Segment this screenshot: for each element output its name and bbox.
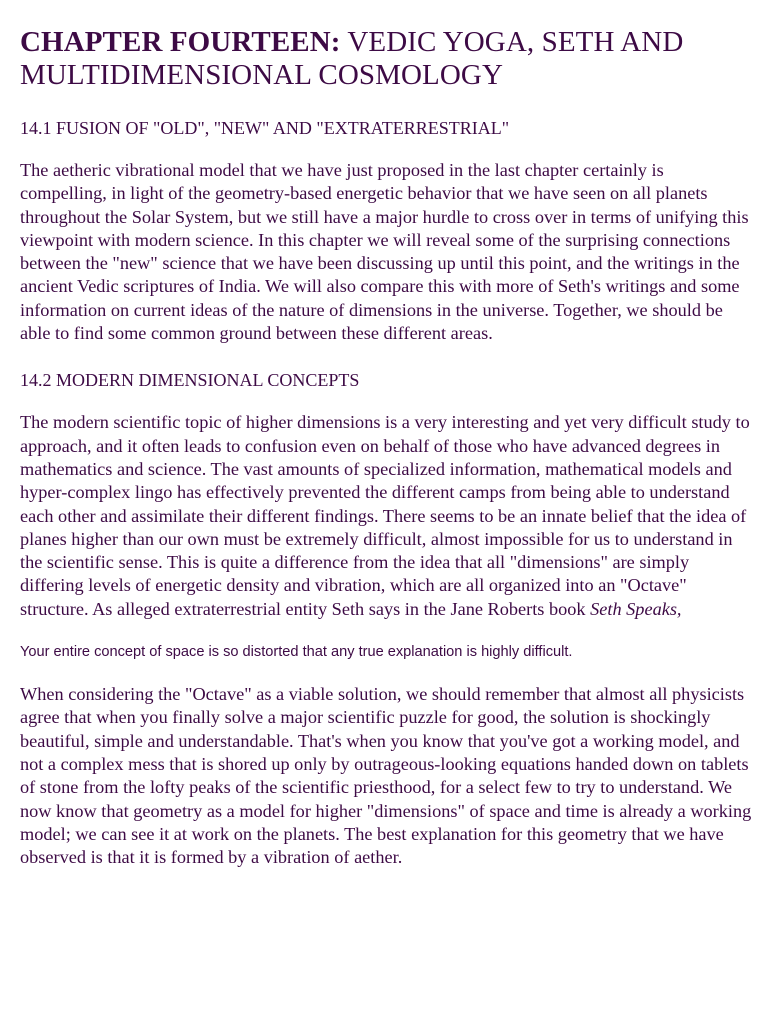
book-title: Seth Speaks, <box>590 598 682 619</box>
section-heading-14-2: 14.2 MODERN DIMENSIONAL CONCEPTS <box>20 370 360 391</box>
section-14-2-paragraph-after-quote: When considering the "Octave" as a viable solution, we should remember that almost all physicists agree that when you finally solve a major scientific puzzle for good, the solution is shockingly beautiful, simple and understandable. That's when you know that you've got a working model, and not a complex mess that is shored up only by outrageous-looking equations handed down on tablets of stone from the lofty peaks of the scientific priesthood, for a select few to try to understand. We now know that geometry as a model for higher "dimensions" of space and time is already a working model; we can see it at work on the planets. The best explanation for this geometry that we have observed is that it is formed by a vibration of aether. <box>20 684 752 868</box>
seth-quote: Your entire concept of space is so distorted that any true explanation is highly difficult. <box>20 644 573 661</box>
paragraph-text: The modern scientific topic of higher dimensions is a very interesting and yet very difficult study to approach, and it often leads to confusion even on behalf of those who have advanced degrees in mathematics and science. The vast amounts of specialized information, mathematical models and hyper-complex lingo has effectively prevented the different camps from being able to understand each other and assimilate their different findings. There seems to be an innate belief that the idea of planes higher than our own must be extremely difficult, almost impossible for us to understand in the scientific sense. This is quite a difference from the idea that all "dimensions" are simply differing levels of energetic density and vibration, which are all organized into an "Octave" structure. As alleged extraterrestrial entity Seth says in the Jane Roberts book <box>20 412 750 619</box>
section-14-1-paragraph: The aetheric vibrational model that we have just proposed in the last chapter certainly is compelling, in light of the geometry-based energetic behavior that we have seen on all planets throughout the Solar System, but we still have a major hurdle to cross over in terms of unifying this viewpoint with modern science. In this chapter we will reveal some of the surprising connections between the "new" science that we have been discussing up until this point, and the writings in the ancient Vedic scriptures of India. We will also compare this with more of Seth's writings and some information on current ideas of the nature of dimensions in the universe. Together, we should be able to find some common ground between these different areas. <box>20 160 749 344</box>
chapter-title <box>20 26 754 92</box>
section-14-2-paragraph <box>20 411 754 621</box>
section-heading-14-1: 14.1 FUSION OF "OLD", "NEW" AND "EXTRATERRESTRIAL" <box>20 118 510 138</box>
chapter-label: CHAPTER FOURTEEN: <box>20 26 341 58</box>
chapter-subtitle: VEDIC YOGA, SETH AND MULTIDIMENSIONAL COSMOLOGY <box>20 26 684 91</box>
